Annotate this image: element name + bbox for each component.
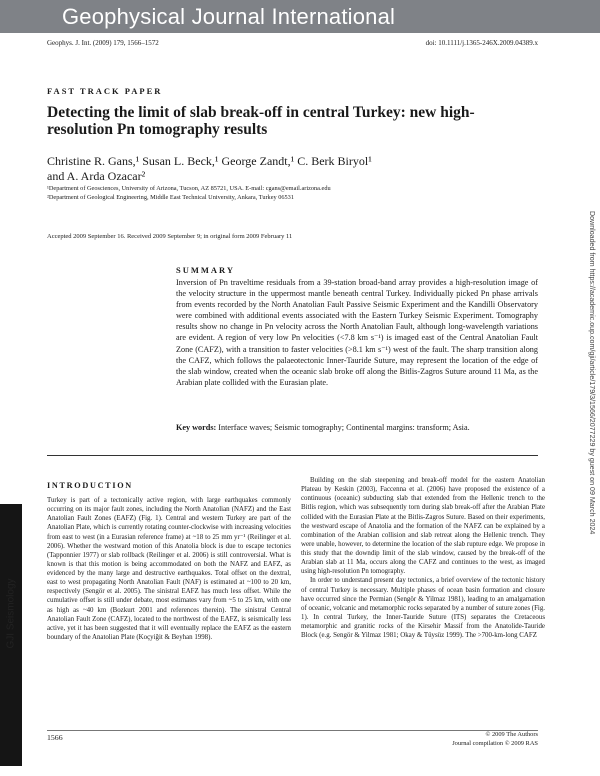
journal-banner xyxy=(0,0,600,33)
right-column xyxy=(301,476,545,640)
introduction-heading: INTRODUCTION xyxy=(47,481,133,490)
received-accepted-dates: Accepted 2009 September 16. Received 2009 September 9; in original form 2009 February 11 xyxy=(47,233,293,240)
authors-line-1: Christine R. Gans,¹ Susan L. Beck,¹ George Zandt,¹ C. Berk Biryol¹ xyxy=(47,154,372,168)
section-label: GJI Seismology xyxy=(5,577,17,649)
article-title: Detecting the limit of slab break-off in central Turkey: new high-resolution Pn tomography results xyxy=(47,104,475,138)
doi[interactable]: doi: 10.1111/j.1365-246X.2009.04389.x xyxy=(425,39,538,47)
authors-line-2: and A. Arda Ozacar² xyxy=(47,169,146,183)
left-column xyxy=(47,496,291,642)
download-note: Downloaded from https://academic.oup.com/gji/article/179/3/1566/2077229 by guest on 09 March 2024 xyxy=(588,211,596,535)
article-type: FAST TRACK PAPER xyxy=(47,86,163,96)
copyright-line-2: Journal compilation © 2009 RAS xyxy=(452,739,538,747)
keywords xyxy=(176,422,538,433)
summary-text: Inversion of Pn traveltime residuals from a 39-station broad-band array provides a high-resolution image of the velocity structure in the uppermost mantle beneath central Turkey. Individually picked Pn phase arrivals from events recorded by the North Anatolian Fault Passive Seismic Experiment and the Kandilli Observatory were combined with additional events associated with the Eastern Turkey Seismic Experiment. Tomography results show no change in Pn velocity across the North Anatolian Fault, although long-wavelength variations are evident. A region of very low Pn velocities (<7.8 km s⁻¹) is imaged east of the Central Anatolian Fault Zone (CAFZ), with a transition to faster velocities (>8.1 km s⁻¹) west of the fault. The sharp transition along the CAFZ, which follows the palaeotectonic Inner-Tauride Suture, may represent the location of the edge of the slab window, created when the oceanic slab broke off along the Bitlis-Zagros Suture around 11 Ma, as the Arabian plate collided with the Eurasian plate. xyxy=(176,278,538,387)
affiliations xyxy=(47,184,527,202)
intro-paragraph-3: In order to understand present day tectonics, a brief overview of the tectonic history of central Turkey is necessary. Multiple phases of ocean basin formation and closure have occurred since the Permian (Sengör & Yilmaz 1981), leading to an amalgamation of oceanic, volcanic and metamorphic rocks separated by a number of suture zones (Fig. 1). In central Turkey, the Inner-Tauride Suture (ITS) separates the Cretaceous metamorphic and granitic rocks of the Kirsehir Massif from the Anatolide-Tauride Block (e.g. Sengör & Yilmaz 1981; Okay & Tüysüz 1999). The >700-km-long CAFZ xyxy=(301,577,545,640)
affiliation-1: ¹Department of Geosciences, University of Arizona, Tucson, AZ 85721, USA. E-mail: cgans@email.arizona.edu xyxy=(47,185,331,192)
copyright xyxy=(452,731,538,748)
affiliation-2: ²Department of Geological Engineering, Middle East Technical University, Ankara, Turkey 06531 xyxy=(47,194,294,201)
journal-title: Geophysical Journal International xyxy=(62,4,396,29)
citation: Geophys. J. Int. (2009) 179, 1566–1572 xyxy=(47,39,159,47)
intro-paragraph-2: Building on the slab steepening and break-off model for the eastern Anatolian Plateau by Keskin (2003), Faccenna et al. (2006) have proposed the existence of a continuous (oceanic) subducting slab that extended from the Hellenic trench to the Bitlis region, which was subsequently torn during slab break-off after the Arabian Plate collided with the Eurasian Plate at the Bitlis-Zagros Suture. Based on their experiments, the westward escape of Anatolia and the formation of the NAFZ can be explained by a combination of the Arabian collision and slab retreat along the Hellenic trench. They were unable, however, to determine the location of the slab rupture edge. We propose in this study that the downdip limit of the slab window, caused by the break-off of the Arabian slab at 11 Ma, occurs along the CAFZ and continues to the west, as imaged using high-resolution Pn tomography. xyxy=(301,477,545,576)
page-number: 1566 xyxy=(47,733,63,742)
keywords-list: Interface waves; Seismic tomography; Continental margins: transform; Asia. xyxy=(218,423,470,432)
author-list xyxy=(47,154,517,184)
summary-heading: SUMMARY xyxy=(176,265,236,275)
keywords-label: Key words: xyxy=(176,423,217,432)
copyright-line-1: © 2009 The Authors xyxy=(485,731,538,738)
section-divider xyxy=(47,455,538,456)
intro-paragraph-1: Turkey is part of a tectonically active region, with large earthquakes commonly occurring on its major fault zones, including the North Anatolian (NAFZ) and the East Anatolian Fault Zones (EAFZ) (Fig. 1). Central and western Turkey are part of the Anatolian Plate, which is currently rotating counter-clockwise with increasing velocities from east to west (in a Eurasian reference frame) at ~18 to 25 mm yr⁻¹ (Reilinger et al. 2006). Whether the westward motion of this Anatolia block is due to escape tectonics (Tapponnier 1977) or slab rollback (Reilinger et al. 2006) is still controversial. What is known is that this motion is being accommodated on both the NAFZ and EAFZ, as evidenced by the many large and destructive earthquakes. Total offset on the dextral, east to west propagating North Anatolian Fault (NAF) is estimated at ~100 to 20 km, respectively (Sengör et al. 2005). The sinistral EAFZ has much less offset. While the cumulative offset is still under debate, most estimates vary from ~5 to 25 km, with one as high as ~40 km (Bozkurt 2001 and references therein). The sinistral Central Anatolian Fault Zone (CAFZ), located to the northwest of the EAFZ, is seismically less active, yet it has been suggested that it will eventually replace the EAFZ as the eastern boundary of the Anatolian Plate (Koçyiğit & Beyhan 1998). xyxy=(47,497,291,641)
